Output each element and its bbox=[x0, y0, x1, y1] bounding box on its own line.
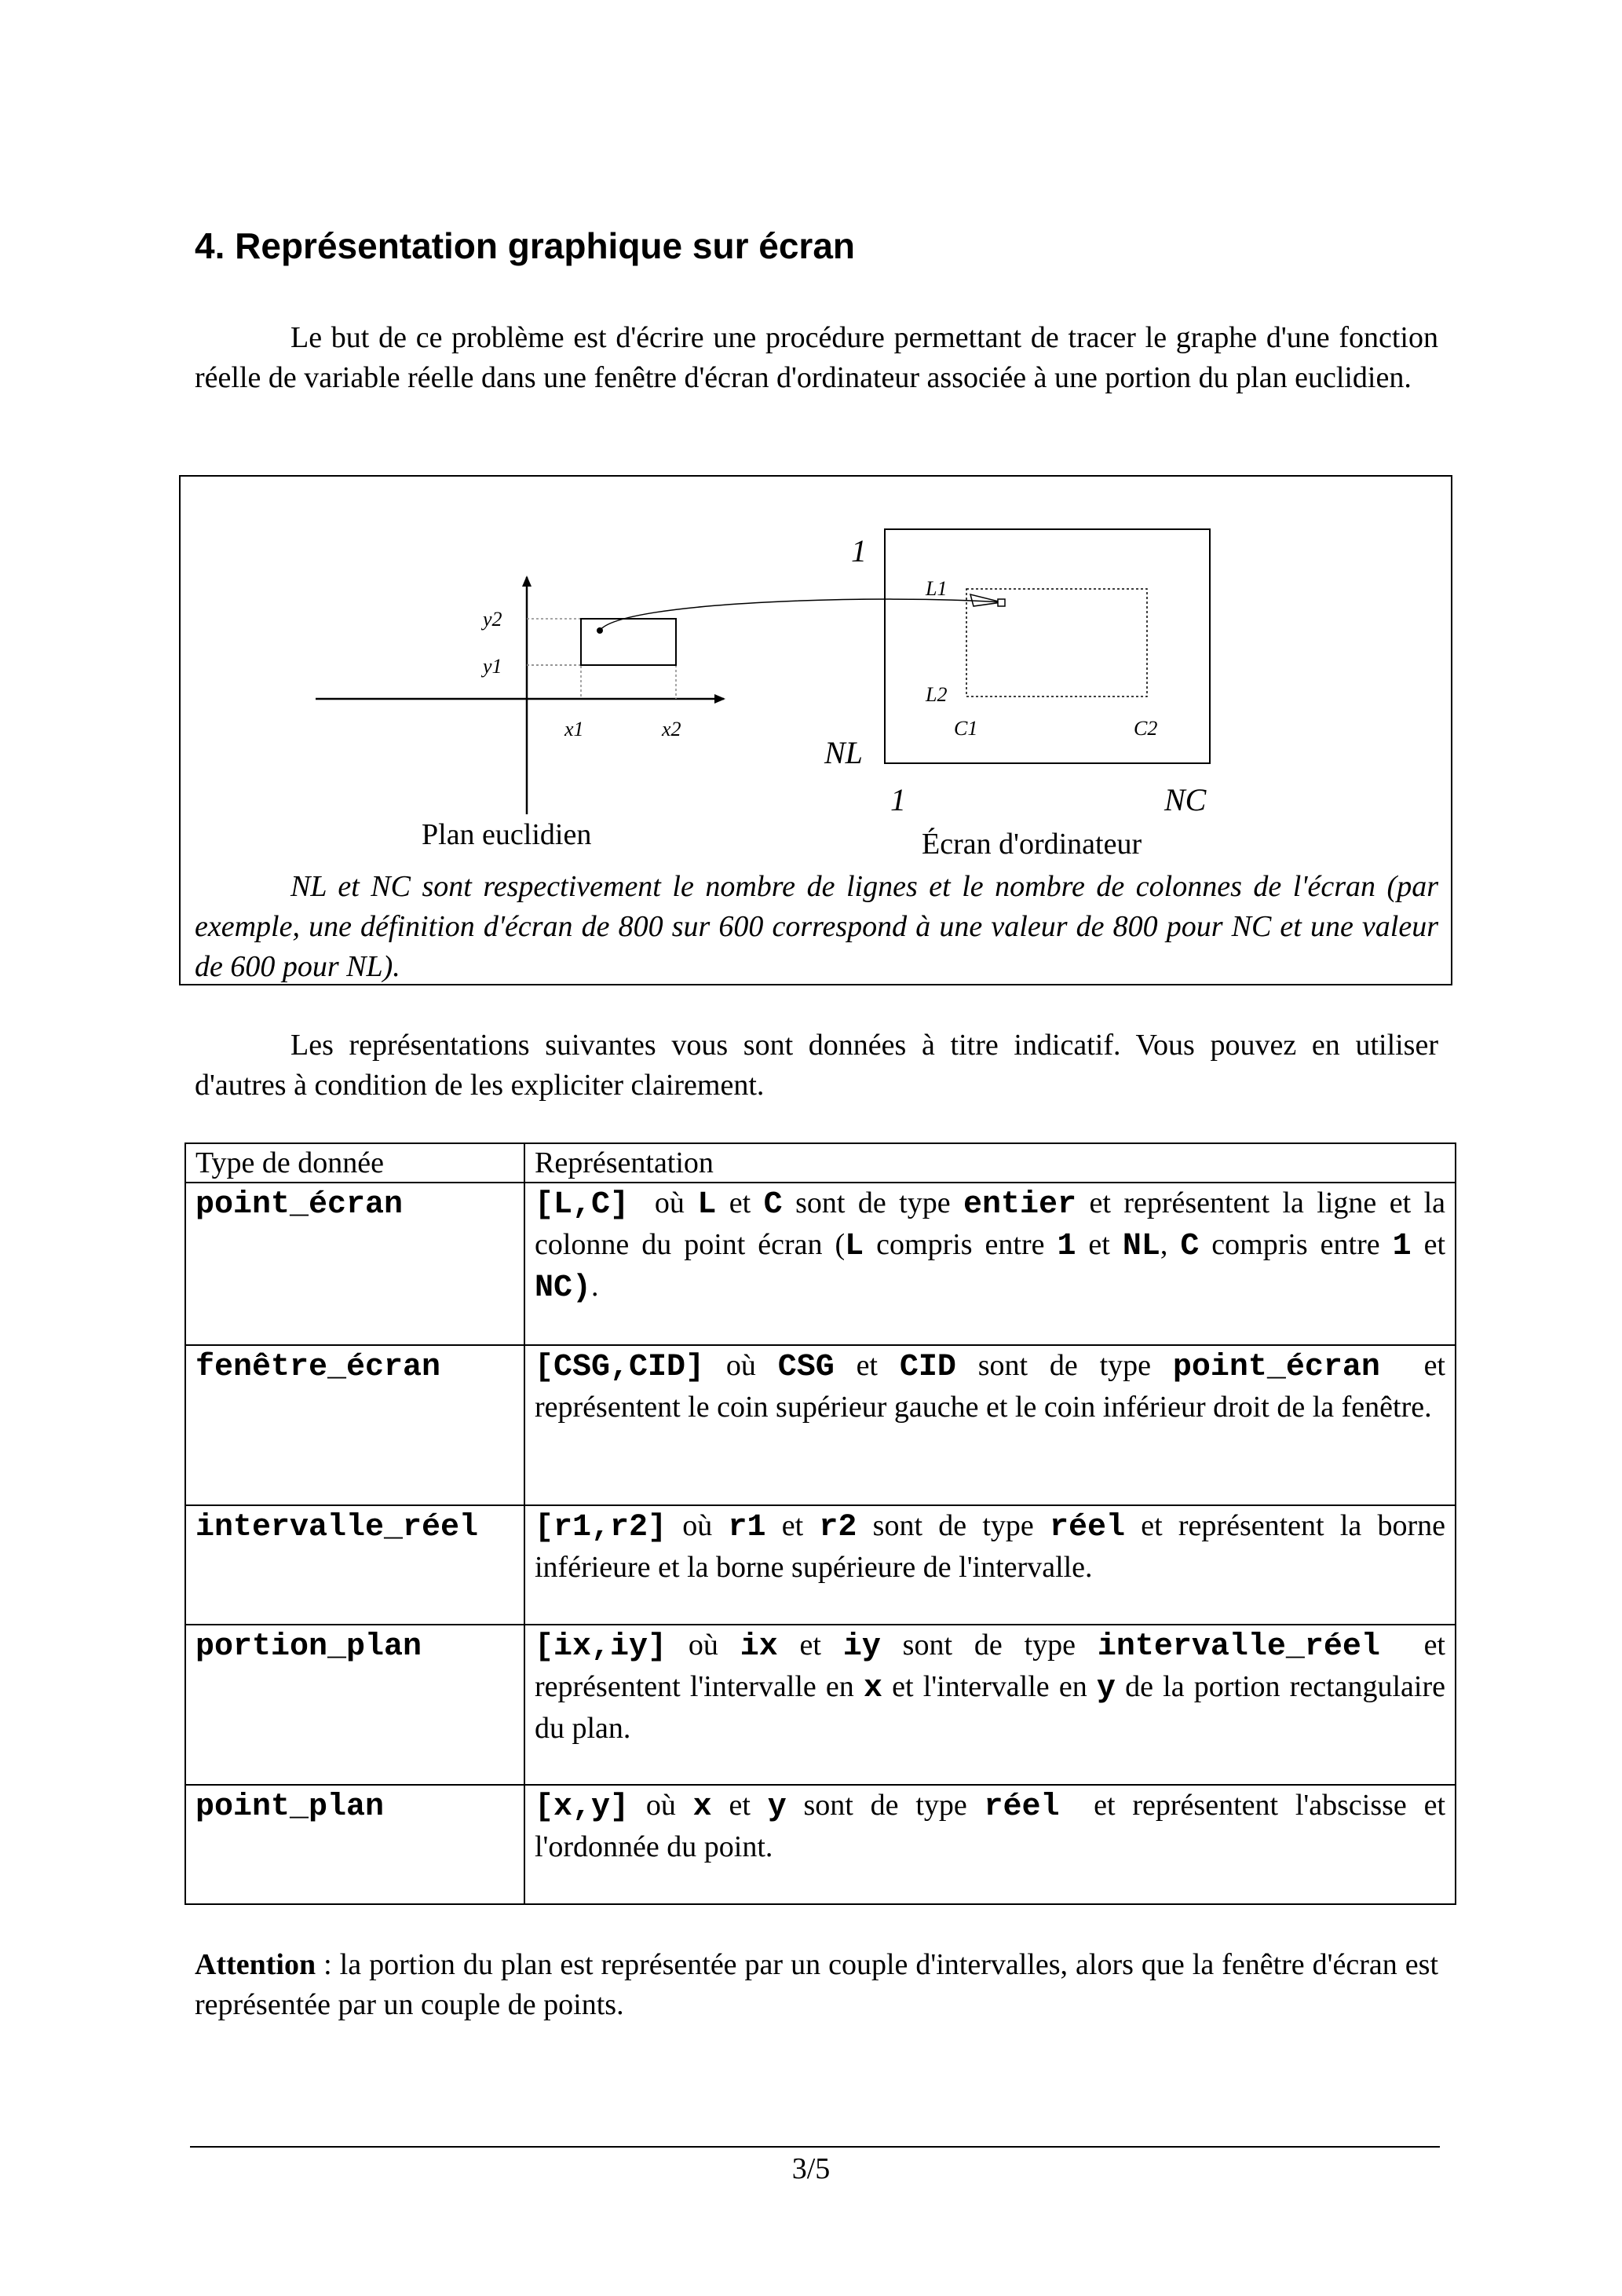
text-fragment: et bbox=[1411, 1228, 1453, 1261]
code-token: réel bbox=[984, 1790, 1060, 1825]
type-cell bbox=[185, 1183, 524, 1345]
text-fragment: où bbox=[667, 1509, 729, 1542]
type-name: fenêtre_écran bbox=[195, 1350, 441, 1385]
code-token: iy bbox=[842, 1629, 881, 1665]
intro-paragraph bbox=[195, 318, 1438, 398]
figure-box bbox=[179, 475, 1452, 985]
indicative-text: Les représentations suivantes vous sont données à titre indicatif. Vous pouvez en utiliser d'autres à condition de les expliciter clairement. bbox=[195, 1029, 1438, 1102]
label-c2: C2 bbox=[1134, 717, 1158, 740]
text-fragment: et bbox=[834, 1349, 900, 1382]
text-fragment: compris entre bbox=[864, 1228, 1058, 1261]
representation-cell bbox=[524, 1505, 1456, 1625]
text-fragment: sont de type bbox=[955, 1349, 1173, 1382]
screen-nl: NL bbox=[824, 735, 863, 770]
representation-cell bbox=[524, 1183, 1456, 1345]
indicative-paragraph bbox=[195, 1026, 1438, 1106]
text-fragment: et représentent la borne inférieure et la borne supérieure de l'intervalle. bbox=[535, 1509, 1453, 1584]
code-token: [ix,iy] bbox=[535, 1629, 667, 1665]
screen-window bbox=[966, 589, 1147, 696]
code-token: 1 bbox=[1392, 1229, 1412, 1264]
text-fragment: compris entre bbox=[1199, 1228, 1393, 1261]
text-fragment: et bbox=[777, 1629, 843, 1662]
code-token: x bbox=[692, 1790, 712, 1825]
text-fragment: et représentent l'abscisse et l'ordonnée du point. bbox=[535, 1789, 1453, 1863]
type-cell bbox=[185, 1785, 524, 1904]
plan-rectangle bbox=[581, 619, 676, 665]
text-fragment: sont de type bbox=[857, 1509, 1050, 1542]
code-token: y bbox=[1096, 1671, 1116, 1706]
code-token: L bbox=[845, 1229, 864, 1264]
intro-text: Le but de ce problème est d'écrire une procédure permettant de tracer le graphe d'une fonction réelle de variable réelle dans une fenêtre d'écran d'ordinateur associée à une portion du plan euclidien. bbox=[195, 321, 1438, 394]
type-cell bbox=[185, 1345, 524, 1505]
text-fragment: et bbox=[711, 1789, 768, 1822]
text-fragment: sont de type bbox=[782, 1186, 964, 1219]
code-token: CSG bbox=[777, 1350, 835, 1385]
code-token: réel bbox=[1050, 1510, 1126, 1545]
table-row bbox=[185, 1183, 1456, 1345]
label-x1: x1 bbox=[564, 718, 584, 740]
text-fragment: et bbox=[716, 1186, 764, 1219]
text-fragment: où bbox=[704, 1349, 778, 1382]
code-token: [r1,r2] bbox=[535, 1510, 667, 1545]
screen-nc: NC bbox=[1164, 782, 1207, 817]
label-l1: L1 bbox=[926, 577, 948, 600]
type-cell bbox=[185, 1625, 524, 1785]
representation-cell bbox=[524, 1785, 1456, 1904]
figure-caption-text: NL et NC sont respectivement le nombre de lignes et le nombre de colonnes de l'écran (par exemple, une définition d'écran de 800 sur 600 correspond à une valeur de 800 pour NC et une valeur de 600 pour NL). bbox=[195, 870, 1438, 983]
code-token: C bbox=[1180, 1229, 1200, 1264]
table-row bbox=[185, 1505, 1456, 1625]
page-number: 3/5 bbox=[791, 2152, 831, 2185]
header-representation: Représentation bbox=[524, 1143, 1456, 1183]
label-y1: y1 bbox=[483, 655, 502, 678]
text-fragment: et représentent le coin supérieur gauche et le coin inférieur droit de la fenêtre. bbox=[535, 1349, 1453, 1424]
table-header-row bbox=[185, 1143, 1456, 1183]
table-row bbox=[185, 1785, 1456, 1904]
screen-rectangle bbox=[885, 529, 1210, 763]
text-fragment: où bbox=[667, 1629, 740, 1662]
type-name: point_écran bbox=[195, 1187, 404, 1223]
screen-top-one: 1 bbox=[851, 533, 867, 569]
figure-diagram bbox=[181, 477, 1451, 861]
plan-caption: Plan euclidien bbox=[422, 818, 592, 851]
label-l2: L2 bbox=[926, 683, 948, 706]
code-token: [L,C] bbox=[535, 1187, 630, 1223]
representation-cell bbox=[524, 1625, 1456, 1785]
code-token: r1 bbox=[728, 1510, 766, 1545]
type-name: portion_plan bbox=[195, 1629, 422, 1665]
text-fragment: de la portion rectangulaire du plan. bbox=[535, 1670, 1453, 1745]
screen-caption: Écran d'ordinateur bbox=[922, 828, 1142, 861]
footer-rule bbox=[190, 2146, 1440, 2148]
code-token: [CSG,CID] bbox=[535, 1350, 705, 1385]
text-fragment: sont de type bbox=[786, 1789, 985, 1822]
type-name: point_plan bbox=[195, 1790, 385, 1825]
text-fragment: . bbox=[591, 1270, 599, 1303]
label-x2: x2 bbox=[662, 718, 681, 740]
text-fragment: et représentent la ligne et la colonne du point écran ( bbox=[535, 1186, 1453, 1261]
text-fragment: et bbox=[1076, 1228, 1123, 1261]
attention-label: Attention bbox=[195, 1948, 316, 1981]
code-token: entier bbox=[963, 1187, 1077, 1223]
code-token: [x,y] bbox=[535, 1790, 630, 1825]
representation-cell bbox=[524, 1345, 1456, 1505]
text-fragment: et représentent l'intervalle en bbox=[535, 1629, 1453, 1703]
table-body bbox=[185, 1183, 1456, 1904]
table-row bbox=[185, 1625, 1456, 1785]
header-type: Type de donnée bbox=[185, 1143, 524, 1183]
text-fragment: où bbox=[629, 1789, 693, 1822]
screen-bottom-one: 1 bbox=[890, 782, 906, 817]
code-token: intervalle_réel bbox=[1097, 1629, 1380, 1665]
table-row bbox=[185, 1345, 1456, 1505]
code-token: r2 bbox=[819, 1510, 857, 1545]
text-fragment: et l'intervalle en bbox=[882, 1670, 1097, 1703]
attention-paragraph bbox=[195, 1945, 1438, 2025]
code-token: y bbox=[767, 1790, 787, 1825]
code-token: 1 bbox=[1057, 1229, 1076, 1264]
mapping-arrow bbox=[600, 599, 1002, 631]
text-fragment: où bbox=[629, 1186, 698, 1219]
code-token: ix bbox=[740, 1629, 778, 1665]
code-token: L bbox=[697, 1187, 717, 1223]
data-types-table bbox=[184, 1143, 1456, 1905]
text-fragment: , bbox=[1160, 1228, 1181, 1261]
code-token: NC) bbox=[535, 1270, 592, 1306]
figure-caption bbox=[195, 867, 1438, 987]
code-token: x bbox=[863, 1671, 882, 1706]
type-name: intervalle_réel bbox=[195, 1510, 479, 1545]
type-cell bbox=[185, 1505, 524, 1625]
code-token: CID bbox=[899, 1350, 956, 1385]
code-token: NL bbox=[1122, 1229, 1160, 1264]
attention-text: : la portion du plan est représentée par un couple d'intervalles, alors que la fenêtre d'écran est représentée par un couple de points. bbox=[195, 1948, 1438, 2021]
code-token: C bbox=[763, 1187, 783, 1223]
section-title: 4. Représentation graphique sur écran bbox=[195, 225, 856, 266]
text-fragment: et bbox=[765, 1509, 820, 1542]
text-fragment: sont de type bbox=[880, 1629, 1098, 1662]
label-c1: C1 bbox=[954, 717, 978, 740]
label-y2: y2 bbox=[483, 608, 502, 631]
screen-pixel bbox=[998, 599, 1005, 606]
code-token: point_écran bbox=[1172, 1350, 1380, 1385]
